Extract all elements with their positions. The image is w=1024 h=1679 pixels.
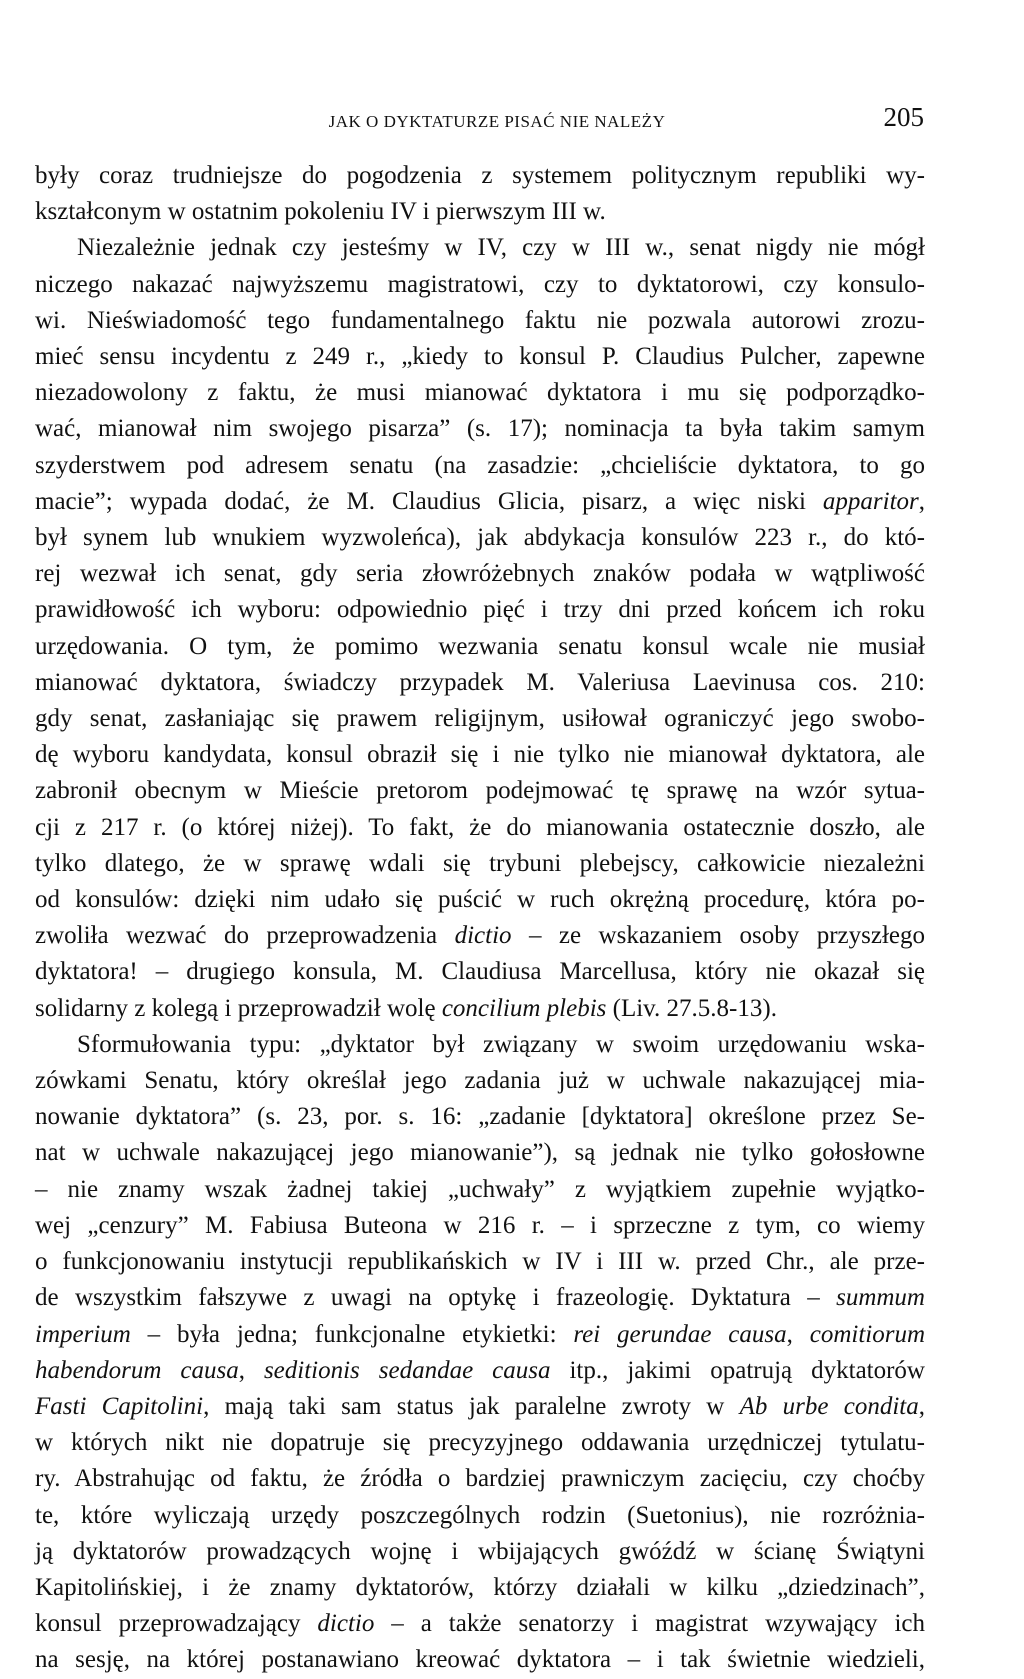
text-segment: niczego nakazać najwyższemu magistratowi, czy to dyktatorowi, czy konsulo- — [35, 270, 925, 298]
italic-text: apparitor — [822, 487, 919, 515]
text-line — [35, 1208, 925, 1244]
text-segment: o funkcjonowaniu instytucji republikańskich w IV i III w. przed Chr., ale prze- — [35, 1248, 925, 1276]
text-line — [35, 1135, 925, 1171]
text-segment: prawidłowość ich wyboru: odpowiednio pięć i trzy dni przed końcem ich roku — [35, 596, 925, 624]
text-segment: , — [918, 487, 925, 515]
text-line — [35, 954, 925, 990]
text-segment: de wszystkim fałszywe z uwagi na optykę i frazeologię. Dyktatura – — [35, 1284, 837, 1312]
text-line — [35, 411, 925, 447]
text-segment: macie”; wypada dodać, że M. Claudius Glicia, pisarz, a więc niski — [35, 487, 823, 515]
text-segment: mieć sensu incydentu z 249 r., „kiedy to konsul P. Claudius Pulcher, zapewne — [35, 343, 925, 371]
text-line — [35, 882, 925, 918]
text-segment: urzędowania. O tym, że pomimo wezwania senatu konsul wcale nie musiał — [35, 632, 925, 660]
text-segment: dę wyboru kandydata, konsul obraził się i nie tylko nie mianował dyktatora, ale — [35, 741, 925, 769]
text-line — [35, 918, 925, 954]
text-segment: ją dyktatorów prowadzących wojnę i wbijających gwóźdź w ścianę Świątyni — [35, 1537, 925, 1565]
text-line — [35, 1498, 925, 1534]
text-line — [35, 1425, 925, 1461]
text-line — [35, 556, 925, 592]
italic-text: seditionis sedandae causa — [263, 1356, 551, 1384]
text-segment: niezadowolony z faktu, że musi mianować dyktatora i mu się podporządko- — [35, 379, 925, 407]
text-segment: kształconym w ostatnim pokoleniu IV i pierwszym III w. — [35, 198, 606, 226]
text-line — [35, 1534, 925, 1570]
italic-text: imperium — [35, 1320, 131, 1348]
text-segment: cji z 217 r. (o której niżej). To fakt, że do mianowania ostatecznie doszło, ale — [35, 813, 925, 841]
text-segment: wej „cenzury” M. Fabiusa Buteona w 216 r. – i sprzeczne z tym, co wiemy — [35, 1211, 925, 1239]
text-line — [35, 665, 925, 701]
italic-text: dictio — [317, 1610, 375, 1638]
text-segment: – była jedna; funkcjonalne etykietki: — [130, 1320, 574, 1348]
text-segment: , — [238, 1356, 264, 1384]
italic-text: Ab urbe condita — [739, 1392, 919, 1420]
text-segment: , mają taki sam status jak paralelne zwroty w — [203, 1392, 740, 1420]
text-segment: , — [918, 1392, 925, 1420]
text-line — [35, 230, 925, 266]
italic-text: habendorum causa — [35, 1356, 239, 1384]
text-segment: – nie znamy wszak żadnej takiej „uchwały” z wyjątkiem zupełnie wyjątko- — [35, 1175, 925, 1203]
text-segment: itp., jakimi opatrują dyktatorów — [550, 1356, 925, 1384]
text-line — [35, 1172, 925, 1208]
page-number: 205 — [883, 102, 924, 132]
text-line — [35, 158, 925, 194]
text-line — [35, 1389, 925, 1425]
text-line — [35, 1027, 925, 1063]
text-line — [35, 1317, 925, 1353]
text-segment: zówkami Senatu, który określał jego zadania już w uchwale nakazującej mia- — [35, 1067, 925, 1095]
text-segment: od konsulów: dzięki nim udało się puścić w ruch okrężną procedurę, która po- — [35, 886, 925, 914]
text-segment: Sformułowania typu: „dyktator był związany w swoim urzędowaniu wska- — [77, 1030, 925, 1058]
text-segment: tylko dlatego, że w sprawę wdali się trybuni plebejscy, całkowicie niezależni — [35, 849, 925, 877]
text-line — [35, 1570, 925, 1606]
text-line — [35, 592, 925, 628]
text-segment: nat w uchwale nakazującej jego mianowanie”), są jednak nie tylko gołosłowne — [35, 1139, 925, 1167]
italic-text: summum — [836, 1284, 925, 1312]
text-line — [35, 629, 925, 665]
italic-text: rei gerundae causa — [573, 1320, 787, 1348]
text-segment: – a także senatorzy i magistrat wzywający ich — [374, 1610, 926, 1638]
text-line — [35, 701, 925, 737]
text-segment: – ze wskazaniem osoby przyszłego — [511, 922, 925, 950]
italic-text: concilium plebis — [441, 994, 607, 1022]
text-line — [35, 375, 925, 411]
text-segment: , — [786, 1320, 810, 1348]
text-segment: (Liv. 27.5.8-13). — [606, 994, 777, 1022]
text-line — [35, 520, 925, 556]
text-line — [35, 773, 925, 809]
text-segment: Kapitolińskiej, i że znamy dyktatorów, którzy działali w kilku „dziedzinach”, — [35, 1573, 925, 1601]
text-line — [35, 846, 925, 882]
text-line — [35, 1063, 925, 1099]
text-line — [35, 737, 925, 773]
text-line — [35, 1606, 925, 1642]
text-segment: mianować dyktatora, świadczy przypadek M. Valeriusa Laevinusa cos. 210: — [35, 668, 925, 696]
text-line — [35, 448, 925, 484]
text-segment: gdy senat, zasłaniając się prawem religijnym, usiłował ograniczyć jego swobo- — [35, 705, 925, 733]
text-line — [35, 1244, 925, 1280]
running-title: JAK O DYKTATURZE PISAĆ NIE NALEŻY — [328, 112, 666, 131]
text-segment: był synem lub wnukiem wyzwoleńca), jak abdykacja konsulów 223 r., do któ- — [35, 524, 925, 552]
text-segment: nowanie dyktatora” (s. 23, por. s. 16: „zadanie [dyktatora] określone przez Se- — [35, 1103, 925, 1131]
text-segment: zwoliła wezwać do przeprowadzenia — [35, 922, 455, 950]
text-line — [35, 267, 925, 303]
text-segment: konsul przeprowadzający — [35, 1610, 318, 1638]
text-segment: w których nikt nie dopatruje się precyzyjnego oddawania urzędniczej tytulatu- — [35, 1429, 925, 1457]
text-line — [35, 1461, 925, 1497]
text-line — [35, 194, 925, 230]
text-segment: wać, mianował nim swojego pisarza” (s. 17); nominacja ta była takim samym — [35, 415, 925, 443]
text-line — [35, 1642, 925, 1678]
text-segment: solidarny z kolegą i przeprowadził wolę — [35, 994, 442, 1022]
italic-text: dictio — [454, 922, 512, 950]
text-line — [35, 303, 925, 339]
text-line — [35, 339, 925, 375]
italic-text: comitiorum — [809, 1320, 926, 1348]
text-line — [35, 1099, 925, 1135]
text-segment: Niezależnie jednak czy jesteśmy w IV, czy w III w., senat nigdy nie mógł — [77, 234, 925, 262]
text-segment: na sesję, na której postanawiano kreować dyktatora – i tak świetnie wiedzieli, — [35, 1646, 925, 1674]
text-segment: szyderstwem pod adresem senatu (na zasadzie: „chcieliście dyktatora, to go — [35, 451, 925, 479]
text-segment: wi. Nieświadomość tego fundamentalnego faktu nie pozwala autorowi zrozu- — [35, 306, 925, 334]
text-segment: zabronił obecnym w Mieście pretorom podejmować tę sprawę na wzór sytua- — [35, 777, 925, 805]
text-segment: te, które wyliczają urzędy poszczególnych rodzin (Suetonius), nie rozróżnia- — [35, 1501, 925, 1529]
text-segment: rej wezwał ich senat, gdy seria złowróżebnych znaków podała w wątpliwość — [35, 560, 925, 588]
text-line — [35, 484, 925, 520]
text-line — [35, 1280, 925, 1316]
text-segment: były coraz trudniejsze do pogodzenia z systemem politycznym republiki wy- — [35, 162, 925, 189]
text-segment: ry. Abstrahując od faktu, że źródła o bardziej prawniczym zacięciu, czy choćby — [35, 1465, 925, 1493]
text-line — [35, 1353, 925, 1389]
body-text — [35, 158, 925, 1679]
text-segment: dyktatora! – drugiego konsula, M. Claudiusa Marcellusa, który nie okazał się — [35, 958, 925, 986]
italic-text: Fasti Capitolini — [35, 1392, 204, 1420]
running-head — [70, 98, 924, 138]
text-line — [35, 810, 925, 846]
text-line — [35, 991, 925, 1027]
